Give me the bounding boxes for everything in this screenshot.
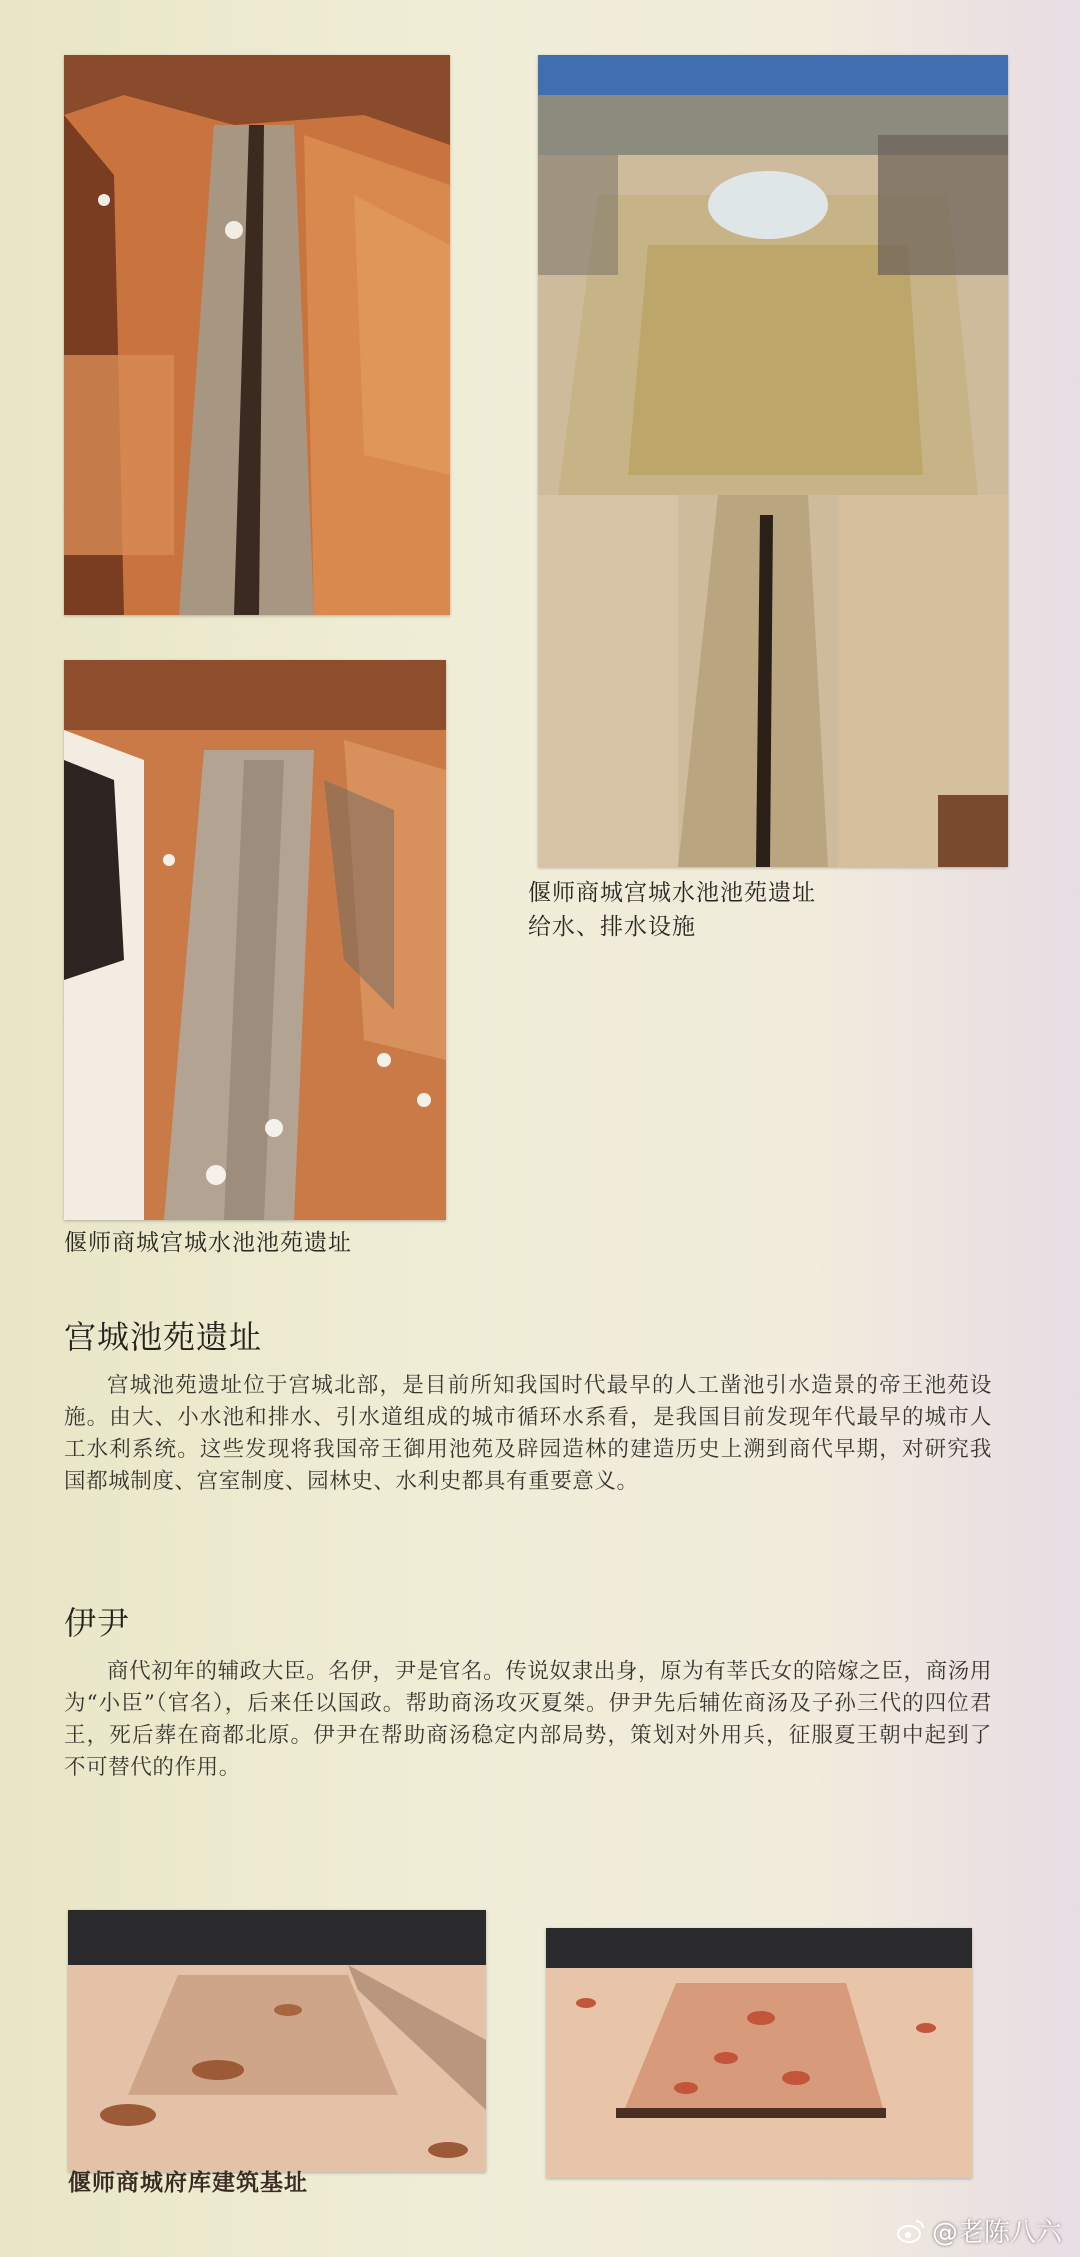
section-body-pool-site: 宫城池苑遗址位于宫城北部，是目前所知我国时代最早的人工凿池引水造景的帝王池苑设施。由大、小水池和排水、引水道组成的城市循环水系看，是我国目前发现年代最早的城市人工水利系统。这些发现将我国帝王御用池苑及辟园造林的建造历史上溯到商代早期，对研究我国都城制度、宫室制度、园林史、水利史都具有重要意义。 — [64, 1373, 992, 1494]
caption-pool-drainage-line1: 偃师商城宫城水池池苑遗址 — [528, 880, 816, 906]
photo-pool-drainage — [538, 55, 1008, 867]
photo-warehouse-foundation-1 — [68, 1910, 486, 2172]
caption-pool-drainage-line2: 给水、排水设施 — [528, 914, 696, 940]
weibo-watermark — [896, 2212, 1062, 2249]
section-body-yiyin: 商代初年的辅政大臣。名伊，尹是官名。传说奴隶出身，原为有莘氏女的陪嫁之臣，商汤用为“小臣”（官名），后来任以国政。帮助商汤攻灭夏桀。伊尹先后辅佐商汤及子孙三代的四位君王，死后葬在商都北原。伊尹在帮助商汤稳定内部局势，策划对外用兵，征服夏王朝中起到了不可替代的作用。 — [64, 1659, 992, 1780]
watermark-text: @老陈八六 — [931, 2218, 1062, 2248]
section-title-pool-site: 宫城池苑遗址 — [64, 1318, 263, 1356]
photo-warehouse-foundation-2 — [546, 1928, 972, 2178]
weibo-icon — [896, 2216, 926, 2246]
photo-excavation-workers — [64, 660, 446, 1220]
caption-warehouse-foundation: 偃师商城府库建筑基址 — [68, 2169, 308, 2196]
photo-excavation-trench-1 — [64, 55, 450, 615]
section-title-yiyin: 伊尹 — [64, 1604, 131, 1642]
caption-excavation-workers: 偃师商城宫城水池池苑遗址 — [64, 1230, 352, 1256]
